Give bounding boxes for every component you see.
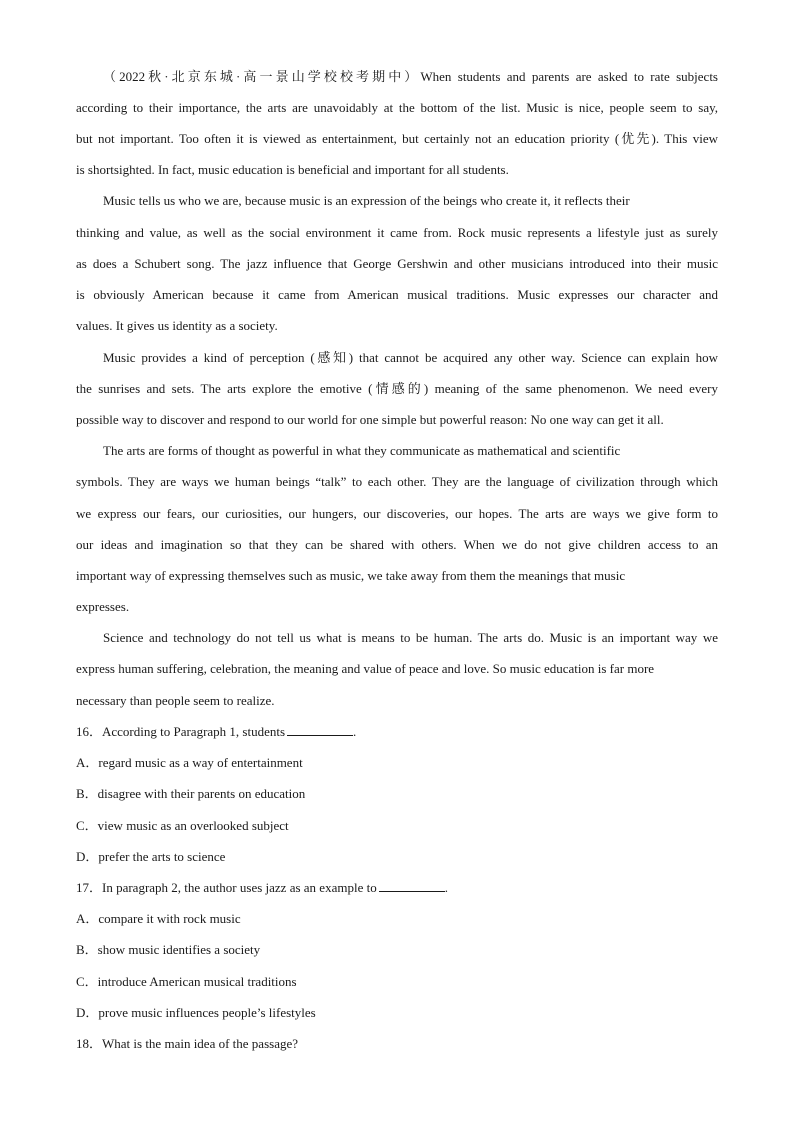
question-stem	[76, 723, 718, 741]
question-stem	[76, 879, 718, 897]
option-c: C．view music as an overlooked subject	[76, 818, 289, 833]
option-a: A．regard music as a way of entertainment	[76, 755, 303, 770]
option-c: C．introduce American musical traditions	[76, 974, 297, 989]
paragraph-line: possible way to discover and respond to our world for one simple but powerful reason: No one way can get it all.	[76, 412, 664, 427]
paragraph-line: important way of expressing themselves such as music, we take away from them the meanings that music	[76, 568, 626, 583]
question-stem-end: .	[444, 880, 448, 895]
option-d: D．prefer the arts to science	[76, 849, 226, 864]
paragraph-line: according to their importance, the arts are unavoidably at the bottom of the list. Music is nice, people seem to say,	[76, 100, 718, 115]
paragraph-line: is obviously American because it came from American musical traditions. Music expresses our character and	[76, 287, 718, 302]
paragraph-line: necessary than people seem to realize.	[76, 693, 275, 708]
paragraph-line: we express our fears, our curiosities, our hungers, our discoveries, our hopes. The arts are ways we give form to	[76, 506, 718, 521]
paragraph-line: values. It gives us identity as a society.	[76, 318, 278, 333]
paragraph-line: Music tells us who we are, because music is an expression of the beings who create it, it reflects their	[103, 193, 630, 208]
question-stem-end: .	[353, 724, 357, 739]
paragraph-line: Music provides a kind of perception (感知) that cannot be acquired any other way. Science can explain how	[103, 350, 718, 365]
paragraph-line: is shortsighted. In fact, music education is beneficial and important for all students.	[76, 162, 509, 177]
paragraph-line: expresses.	[76, 599, 130, 614]
question-stem-text: 16．According to Paragraph 1, students	[76, 724, 286, 739]
question-stem-text: 17．In paragraph 2, the author uses jazz as an example to	[76, 880, 377, 895]
option-d: D．prove music influences people’s lifestyles	[76, 1005, 316, 1020]
paragraph-line: our ideas and imagination so that they can be shared with others. When we do not give children access to an	[76, 537, 718, 552]
answer-blank	[287, 723, 353, 736]
paragraph-line: Science and technology do not tell us what is means to be human. The arts do. Music is an important way we	[103, 630, 718, 645]
answer-blank	[379, 879, 445, 892]
paragraph-line: but not important. Too often it is viewed as entertainment, but certainly not an education priority (优先). This view	[76, 131, 718, 146]
paragraph-line: symbols. They are ways we human beings “talk” to each other. They are the language of civilization through which	[76, 474, 718, 489]
paragraph-line: express human suffering, celebration, the meaning and value of peace and love. So music education is far more	[76, 661, 655, 676]
question-stem: 18．What is the main idea of the passage?	[76, 1036, 299, 1051]
option-b: B．show music identifies a society	[76, 942, 261, 957]
option-a: A．compare it with rock music	[76, 911, 241, 926]
paragraph-line: thinking and value, as well as the social environment it came from. Rock music represents a lifestyle just as surely	[76, 225, 718, 240]
paragraph-line: （2022秋·北京东城·高一景山学校校考期中）When students and parents are asked to rate subjects	[103, 69, 718, 84]
paragraph-line: The arts are forms of thought as powerful in what they communicate as mathematical and scientific	[103, 443, 621, 458]
paragraph-line: the sunrises and sets. The arts explore the emotive (情感的) meaning of the same phenomenon. We need every	[76, 381, 718, 396]
paragraph-line: as does a Schubert song. The jazz influence that George Gershwin and other musicians introduced into their music	[76, 256, 718, 271]
option-b: B．disagree with their parents on education	[76, 786, 306, 801]
